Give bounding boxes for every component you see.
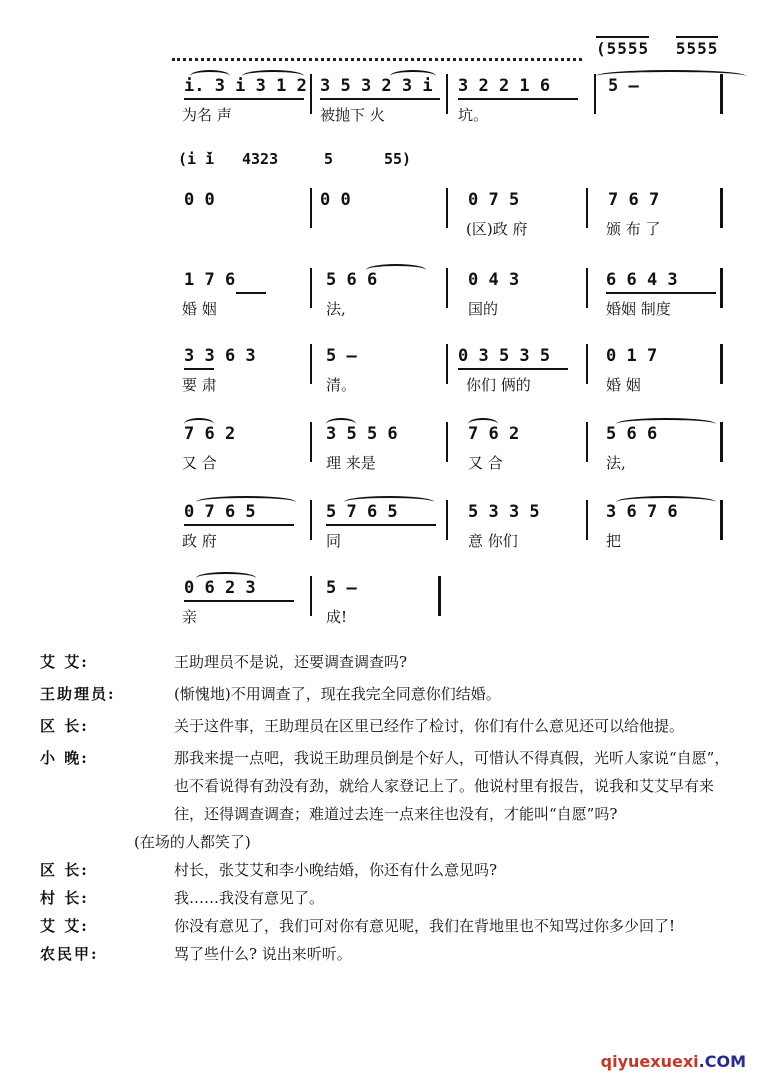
speech-text: (惭愧地)不用调查了，现在我完全同意你们结婚。 <box>174 685 501 703</box>
measure-notes: 5 6 6 <box>606 424 658 444</box>
watermark-suffix: .COM <box>698 1052 746 1071</box>
beam <box>184 98 304 100</box>
speech-text: 骂了些什么? 说出来听听。 <box>174 945 352 963</box>
slur <box>390 70 436 82</box>
interlude-figure: 55) <box>384 150 412 168</box>
lyric: 又 合 <box>182 454 217 472</box>
lyric: 颁 布 了 <box>606 220 661 238</box>
lyric: 意 你们 <box>468 532 518 550</box>
bar-line <box>586 268 588 308</box>
lyric: 被抛下 火 <box>320 106 385 124</box>
dialogue-line <box>40 680 730 708</box>
bar-line <box>446 344 448 384</box>
lyric: 要 肃 <box>182 376 217 394</box>
score-row <box>176 498 724 554</box>
slur <box>468 418 498 430</box>
lyric: 成! <box>326 608 348 626</box>
beam <box>184 600 294 602</box>
bar-line <box>586 500 588 540</box>
measure-notes: 3 3 6 3 <box>184 346 256 366</box>
measure-notes: 3 5 3 2 3 i <box>320 76 433 96</box>
dialogue-line <box>40 912 730 940</box>
beam <box>184 524 294 526</box>
dialogue-line <box>40 648 730 676</box>
measure-notes: 0 4 3 <box>468 270 520 290</box>
bar-line <box>446 188 448 228</box>
bar-line <box>586 422 588 462</box>
speech-text: 那我来提一点吧，我说王助理员倒是个好人，可惜认不得真假，光听人家说“自愿”，也不看说得有劲没有劲，就给人家登记上了。他说村里有报告，说我和艾艾早有来往，还得调查调查；难道过去连一点来往也没有，才能叫“自愿”吗? <box>174 749 730 823</box>
bar-line <box>310 500 312 540</box>
score-row <box>176 72 724 128</box>
measure-notes: 0 0 <box>320 190 351 210</box>
measure-notes: 6 6 4 3 <box>606 270 678 290</box>
dialogue-line <box>40 884 730 912</box>
speaker-name: 小 晚: <box>40 749 89 767</box>
lyric: 婚姻 制度 <box>606 300 671 318</box>
measure-notes: 3 6 7 6 <box>606 502 678 522</box>
measure-notes: 1 7 6 <box>184 270 236 290</box>
stage-direction-line <box>40 828 730 856</box>
measure-notes: 7 6 2 <box>468 424 520 444</box>
measure-notes: 0 0 <box>184 190 215 210</box>
lyric: 法, <box>606 454 626 472</box>
speaker-name: 区 长: <box>40 717 89 735</box>
measure-notes: 0 3 5 3 5 <box>458 346 551 366</box>
lyric: 坑。 <box>458 106 489 124</box>
bar-line <box>438 576 441 616</box>
slur <box>616 418 716 430</box>
dialogue-line <box>40 940 730 968</box>
measure-notes: 3 5 5 6 <box>326 424 398 444</box>
bar-line <box>446 268 448 308</box>
beam <box>458 368 568 370</box>
speaker-name: 艾 艾: <box>40 917 89 935</box>
bar-line <box>586 188 588 228</box>
slur <box>366 264 426 276</box>
score-row <box>176 342 724 398</box>
bar-line <box>594 74 596 114</box>
score-row <box>176 574 724 630</box>
measure-notes: 5 — <box>326 578 357 598</box>
bar-line <box>720 422 723 462</box>
lyric: 婚 姻 <box>182 300 217 318</box>
slur <box>196 496 296 508</box>
score-row <box>176 266 724 322</box>
measure-notes: 5 — <box>608 76 639 96</box>
beam <box>458 98 578 100</box>
lyric: 亲 <box>182 608 198 626</box>
slur <box>596 70 746 82</box>
slur <box>344 496 434 508</box>
slur <box>184 418 214 430</box>
bar-line <box>720 344 723 384</box>
measure-notes: 5 6 6 <box>326 270 378 290</box>
lyric: 国的 <box>468 300 499 318</box>
beam <box>236 292 266 294</box>
bar-line <box>720 268 723 308</box>
score-row <box>176 420 724 476</box>
speech-text: 你没有意见了，我们可对你有意见呢，我们在背地里也不知骂过你多少回了! <box>174 917 676 935</box>
measure-notes: 5 — <box>326 346 357 366</box>
measure-notes: 0 7 6 5 <box>184 502 256 522</box>
bar-line <box>310 576 312 616</box>
speech-text: 王助理员不是说，还要调查调查吗? <box>174 653 408 671</box>
lyric: 婚 姻 <box>606 376 641 394</box>
bar-line <box>310 344 312 384</box>
bar-line <box>720 74 723 114</box>
interlude-figure: (i ̇ǐ <box>178 150 215 168</box>
bar-line <box>720 188 723 228</box>
speech-text: 关于这件事，王助理员在区里已经作了检讨，你们有什么意见还可以给他提。 <box>174 717 685 735</box>
bar-line <box>310 422 312 462</box>
slur <box>190 70 230 82</box>
dotted-line <box>172 58 582 61</box>
site-watermark <box>601 1052 746 1071</box>
speaker-name: 王助理员: <box>40 685 116 703</box>
interlude-figure: 4323 <box>242 150 279 168</box>
measure-notes: 7 6 7 <box>608 190 660 210</box>
dialogue <box>40 648 730 968</box>
bar-line <box>446 74 448 114</box>
measure-notes: 0 1 7 <box>606 346 658 366</box>
lyric: 政 府 <box>182 532 217 550</box>
intro-figure: 5555 <box>676 36 719 58</box>
beam <box>320 98 440 100</box>
interlude-figure: 5 <box>324 150 334 168</box>
bar-line <box>586 344 588 384</box>
score-row <box>176 186 724 242</box>
speaker-name: 村 长: <box>40 889 89 907</box>
bar-line <box>720 500 723 540</box>
dialogue-line <box>40 712 730 740</box>
lyric: 法, <box>326 300 346 318</box>
beam <box>184 368 214 370</box>
measure-notes: 0 6 2 3 <box>184 578 256 598</box>
lyric: 又 合 <box>468 454 503 472</box>
lyric: (区)政 府 <box>466 220 528 238</box>
stage-direction: (在场的人都笑了) <box>134 833 251 851</box>
measure-notes: 7 6 2 <box>184 424 236 444</box>
measure-notes: 5 3 3 5 <box>468 502 540 522</box>
slur <box>326 418 356 430</box>
beam <box>326 524 436 526</box>
speaker-name: 艾 艾: <box>40 653 89 671</box>
measure-notes: 0 7 5 <box>468 190 520 210</box>
intro-figure: (5555 <box>596 36 649 58</box>
speaker-name: 农民甲: <box>40 945 99 963</box>
speech-text: 我……我没有意见了。 <box>174 889 325 907</box>
lyric: 清。 <box>326 376 357 394</box>
intro-figures <box>596 36 734 58</box>
lyric: 理 来是 <box>326 454 376 472</box>
bar-line <box>310 268 312 308</box>
dialogue-line <box>40 856 730 884</box>
beam <box>606 292 716 294</box>
lyric: 同 <box>326 532 342 550</box>
lyric: 把 <box>606 532 622 550</box>
speaker-name: 区 长: <box>40 861 89 879</box>
speech-text: 村长，张艾艾和李小晚结婚，你还有什么意见吗? <box>174 861 498 879</box>
slur <box>242 70 304 82</box>
measure-notes: i. 3 i 3 1 2 <box>184 76 307 96</box>
slur <box>616 496 716 508</box>
measure-notes: 3 2 2 1 6 <box>458 76 551 96</box>
bar-line <box>310 74 312 114</box>
bar-line <box>446 500 448 540</box>
lyric: 你们 俩的 <box>466 376 531 394</box>
dialogue-line <box>40 744 730 828</box>
watermark-brand: qiyuexuexi <box>600 1052 699 1071</box>
bar-line <box>446 422 448 462</box>
measure-notes: 5 7 6 5 <box>326 502 398 522</box>
lyric: 为名 声 <box>182 106 232 124</box>
bar-line <box>310 188 312 228</box>
slur <box>196 572 256 584</box>
